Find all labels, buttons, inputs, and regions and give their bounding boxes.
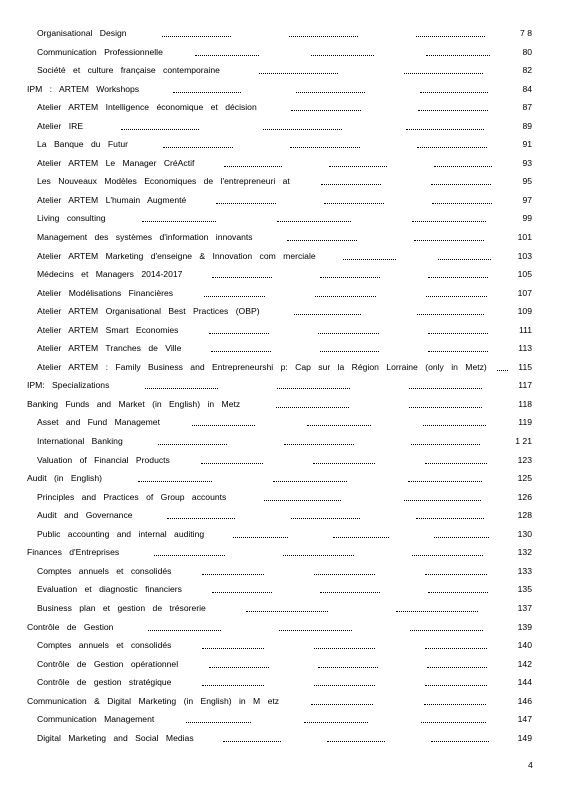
toc-leader-dots [233, 537, 288, 538]
toc-entry-page: 95 [522, 176, 532, 187]
toc-leader-dots [410, 630, 482, 631]
page-number: 4 [528, 760, 533, 770]
toc-leader-dots [432, 203, 491, 204]
toc-leader-dots [273, 481, 347, 482]
toc-entry-page: 109 [517, 306, 532, 317]
toc-entry-page: 137 [517, 602, 532, 613]
toc-entry-page: 113 [518, 343, 532, 354]
toc-leader-dots [315, 296, 376, 297]
toc-leader-dots [426, 55, 490, 56]
toc-entry[interactable] [0, 379, 565, 398]
toc-leader-dots [296, 92, 364, 93]
toc-leader-dots [264, 500, 341, 501]
toc-leader-dots [158, 444, 228, 445]
toc-entry-page: 80 [522, 46, 532, 57]
toc-entry-page: 128 [517, 510, 532, 521]
toc-leader-dots [121, 129, 199, 130]
toc-entry-page: 1 21 [515, 436, 532, 447]
toc-entry-page: 146 [517, 695, 532, 706]
toc-leader-dots [320, 277, 379, 278]
toc-leader-dots [424, 704, 486, 705]
toc-entry-label: International Banking [37, 436, 123, 447]
toc-entry-label: Atelier ARTEM L'humain Augmenté [37, 194, 187, 205]
toc-leader-dots [406, 129, 484, 130]
toc-leader-dots [418, 110, 488, 111]
toc-leader-dots [425, 574, 486, 575]
toc-leader-dots [421, 722, 486, 723]
toc-leader-dots [259, 73, 339, 74]
toc-leader-dots [287, 240, 357, 241]
toc-entry-page: 125 [517, 473, 532, 484]
toc-entry-label: Living consulting [37, 213, 106, 224]
toc-entry[interactable] [0, 676, 565, 695]
toc-entry-page: 144 [517, 677, 532, 688]
toc-leader-dots [423, 425, 486, 426]
toc-entry-label: Principles and Practices of Group accounts [37, 491, 227, 502]
toc-leader-dots [290, 147, 360, 148]
toc-entry-label: Management des systèmes d'information innovants [37, 232, 253, 243]
toc-entry[interactable] [0, 509, 565, 528]
toc-leader-dots [409, 388, 482, 389]
toc-entry-page: 101 [517, 232, 532, 243]
toc-leader-dots [291, 110, 361, 111]
toc-leader-dots [428, 277, 487, 278]
toc-entry-page: 97 [522, 194, 532, 205]
toc-leader-dots [202, 574, 263, 575]
toc-leader-dots [320, 592, 379, 593]
toc-entry-page: 117 [518, 380, 532, 391]
toc-entry-label: Atelier ARTEM Smart Economies [37, 324, 179, 335]
toc-leader-dots [420, 92, 488, 93]
toc-entry[interactable] [0, 695, 565, 714]
toc-leader-dots [294, 314, 362, 315]
toc-leader-dots [438, 259, 490, 260]
toc-entry-label: Atelier ARTEM : Family Business and Entrepreneurshi p: Cap sur la Région Lorraine (only in Metz) [37, 361, 487, 372]
toc-entry[interactable] [0, 639, 565, 658]
toc-leader-dots [414, 240, 484, 241]
toc-entry-page: 147 [517, 714, 532, 725]
toc-entry-page: 140 [517, 640, 532, 651]
toc-entry-page: 82 [522, 65, 532, 76]
toc-leader-dots [263, 129, 341, 130]
toc-leader-dots [202, 685, 263, 686]
toc-entry[interactable] [0, 398, 565, 417]
toc-leader-dots [204, 296, 265, 297]
toc-leader-dots [186, 722, 251, 723]
toc-leader-dots [209, 333, 269, 334]
toc-leader-dots [202, 648, 263, 649]
toc-leader-dots [209, 667, 269, 668]
toc-entry[interactable] [0, 416, 565, 435]
toc-leader-dots [246, 611, 329, 612]
toc-leader-dots [212, 592, 271, 593]
toc-leader-dots [314, 648, 375, 649]
toc-entry-label: Audit (in English) [27, 473, 102, 484]
toc-entry-label: Evaluation et diagnostic financiers [37, 584, 182, 595]
toc-leader-dots [304, 722, 369, 723]
toc-entry[interactable] [0, 46, 565, 65]
toc-entry-page: 135 [517, 584, 532, 595]
toc-leader-dots [409, 407, 482, 408]
toc-entry-label: Communication Professionnelle [37, 46, 163, 57]
toc-entry-page: 105 [517, 269, 532, 280]
toc-entry-page: 84 [522, 83, 532, 94]
toc-entry-page: 133 [517, 565, 532, 576]
toc-entry-page: 149 [517, 732, 532, 743]
toc-entry[interactable] [0, 27, 565, 46]
toc-entry-page: 91 [522, 139, 532, 150]
toc-leader-dots [211, 351, 271, 352]
toc-entry-label: Médecins et Managers 2014-2017 [37, 269, 183, 280]
toc-leader-dots [163, 147, 233, 148]
toc-leader-dots [313, 463, 375, 464]
toc-entry[interactable] [0, 120, 565, 139]
toc-leader-dots [318, 667, 378, 668]
toc-entry[interactable] [0, 212, 565, 231]
table-of-contents [0, 27, 565, 750]
toc-entry-label: Public accounting and internal auditing [37, 528, 205, 539]
toc-entry-page: 142 [517, 658, 532, 669]
toc-entry-page: 99 [522, 213, 532, 224]
toc-leader-dots [408, 481, 482, 482]
toc-entry[interactable] [0, 194, 565, 213]
toc-leader-dots [329, 166, 387, 167]
toc-leader-dots [192, 425, 255, 426]
toc-leader-dots [396, 611, 479, 612]
toc-leader-dots [154, 555, 225, 556]
toc-entry-label: Atelier ARTEM Intelligence économique et décision [37, 102, 257, 113]
toc-leader-dots [138, 481, 212, 482]
toc-leader-dots [417, 147, 487, 148]
toc-leader-dots [343, 259, 395, 260]
toc-entry-page: 93 [522, 157, 532, 168]
toc-entry-label: Organisational Design [37, 28, 127, 38]
toc-entry-label: Audit and Governance [37, 510, 133, 521]
toc-entry[interactable] [0, 175, 565, 194]
toc-entry[interactable] [0, 342, 565, 361]
toc-entry-page: 139 [517, 621, 532, 632]
toc-leader-dots [283, 555, 354, 556]
toc-entry-page: 126 [517, 491, 532, 502]
toc-entry-label: Asset and Fund Managemet [37, 417, 160, 428]
toc-leader-dots [327, 741, 384, 742]
toc-leader-dots [212, 277, 271, 278]
toc-leader-dots [148, 630, 220, 631]
toc-entry[interactable] [0, 658, 565, 677]
toc-leader-dots [425, 685, 486, 686]
toc-leader-dots [416, 518, 484, 519]
toc-leader-dots [216, 203, 275, 204]
toc-leader-dots [195, 55, 259, 56]
toc-leader-dots [311, 55, 375, 56]
toc-entry[interactable] [0, 565, 565, 584]
toc-entry-page: 103 [517, 250, 532, 261]
toc-entry[interactable] [0, 621, 565, 640]
toc-leader-dots [425, 463, 487, 464]
toc-leader-dots [434, 166, 492, 167]
toc-leader-dots [291, 518, 359, 519]
toc-leader-dots [314, 574, 375, 575]
toc-entry-label: Atelier Modélisations Financières [37, 287, 174, 298]
toc-entry-page: 107 [517, 287, 532, 298]
toc-leader-dots [417, 314, 485, 315]
toc-entry-page: 119 [518, 417, 532, 428]
toc-entry[interactable] [0, 546, 565, 565]
toc-entry-label: Atelier ARTEM Marketing d'enseigne & Innovation com merciale [37, 250, 316, 261]
toc-entry[interactable] [0, 305, 565, 324]
toc-leader-dots [224, 166, 282, 167]
toc-leader-dots [404, 500, 481, 501]
toc-entry[interactable] [0, 250, 565, 269]
toc-leader-dots [277, 221, 351, 222]
toc-leader-dots [428, 351, 488, 352]
toc-leader-dots [307, 425, 370, 426]
toc-entry-label: Valuation of Financial Products [37, 454, 170, 465]
toc-entry[interactable] [0, 83, 565, 102]
toc-leader-dots [320, 351, 380, 352]
toc-entry[interactable] [0, 231, 565, 250]
toc-entry-label: Atelier ARTEM Le Manager CréActif [37, 157, 195, 168]
toc-leader-dots [404, 73, 484, 74]
toc-leader-dots [434, 537, 489, 538]
toc-leader-dots [428, 592, 487, 593]
toc-entry[interactable] [0, 287, 565, 306]
toc-entry-label: Comptes annuels et consolidés [37, 640, 172, 651]
toc-entry-label: Finances d'Entreprises [27, 547, 120, 558]
toc-leader-dots [324, 203, 383, 204]
toc-leader-dots [142, 221, 216, 222]
toc-entry-page: 115 [518, 361, 532, 372]
toc-leader-dots [431, 741, 488, 742]
toc-entry[interactable] [0, 491, 565, 510]
toc-entry[interactable] [0, 361, 565, 380]
toc-entry-page: 123 [517, 454, 532, 465]
toc-entry-page: 118 [518, 398, 532, 409]
toc-entry[interactable] [0, 602, 565, 621]
toc-leader-dots [145, 388, 218, 389]
toc-leader-dots [277, 388, 350, 389]
toc-leader-dots [427, 667, 487, 668]
toc-leader-dots [284, 444, 354, 445]
toc-leader-dots [428, 333, 488, 334]
toc-leader-dots [162, 36, 232, 37]
toc-leader-dots [321, 184, 382, 185]
toc-leader-dots [318, 333, 378, 334]
toc-entry-page: 132 [517, 547, 532, 558]
toc-entry-label: Société et culture française contemporaine [37, 65, 220, 76]
toc-entry-label: Digital Marketing and Social Medias [37, 732, 194, 743]
toc-entry-label: Banking Funds and Market (in English) in Metz [27, 398, 241, 409]
toc-leader-dots [289, 36, 359, 37]
toc-entry-label: Comptes annuels et consolidés [37, 565, 172, 576]
toc-leader-dots [411, 444, 481, 445]
toc-entry[interactable] [0, 713, 565, 732]
toc-entry[interactable] [0, 268, 565, 287]
toc-leader-dots [333, 537, 388, 538]
toc-entry[interactable] [0, 101, 565, 120]
toc-leader-dots [416, 36, 486, 37]
toc-entry-page: 111 [518, 324, 532, 335]
toc-entry-label: Contrôle de gestion stratégique [37, 677, 172, 688]
toc-entry-page: 87 [522, 102, 532, 113]
toc-entry-label: Communication & Digital Marketing (in English) in M etz [27, 695, 280, 706]
toc-leader-dots [276, 407, 349, 408]
toc-entry[interactable] [0, 454, 565, 473]
toc-entry[interactable] [0, 472, 565, 491]
toc-entry-label: Atelier ARTEM Organisational Best Practices (OBP) [37, 306, 260, 317]
toc-leader-dots [167, 518, 235, 519]
toc-entry[interactable] [0, 157, 565, 176]
toc-entry-label: IPM : ARTEM Workshops [27, 83, 140, 94]
toc-entry[interactable] [0, 528, 565, 547]
toc-leader-dots [412, 221, 486, 222]
toc-entry[interactable] [0, 64, 565, 83]
toc-entry-label: Contrôle de Gestion opérationnel [37, 658, 179, 669]
toc-entry-page: 7 8 [520, 28, 532, 38]
toc-entry[interactable] [0, 138, 565, 157]
toc-entry[interactable] [0, 732, 565, 751]
toc-entry-page: 89 [522, 120, 532, 131]
toc-leader-dots [223, 741, 280, 742]
toc-entry[interactable] [0, 324, 565, 343]
toc-leader-dots [426, 296, 487, 297]
toc-entry-label: Business plan et gestion de trésorerie [37, 602, 206, 613]
toc-leader-dots [431, 184, 492, 185]
toc-leader-dots [311, 704, 373, 705]
toc-leader-dots [201, 463, 263, 464]
toc-entry[interactable] [0, 435, 565, 454]
toc-entry-label: Contrôle de Gestion [27, 621, 114, 632]
toc-leader-dots [425, 648, 486, 649]
toc-leader-dots [173, 92, 241, 93]
toc-entry-label: Atelier IRE [37, 120, 84, 131]
toc-entry-label: La Banque du Futur [37, 139, 128, 150]
toc-leader-dots [314, 685, 375, 686]
toc-entry-label: Atelier ARTEM Tranches de Ville [37, 343, 182, 354]
toc-leader-dots [497, 370, 507, 371]
toc-entry-page: 130 [517, 528, 532, 539]
toc-entry[interactable] [0, 583, 565, 602]
toc-entry-label: Communication Management [37, 714, 155, 725]
toc-entry-label: Les Nouveaux Modèles Economiques de l'entrepreneuri at [37, 176, 290, 187]
toc-entry-label: IPM: Specializations [27, 380, 110, 391]
toc-leader-dots [412, 555, 483, 556]
toc-leader-dots [279, 630, 351, 631]
